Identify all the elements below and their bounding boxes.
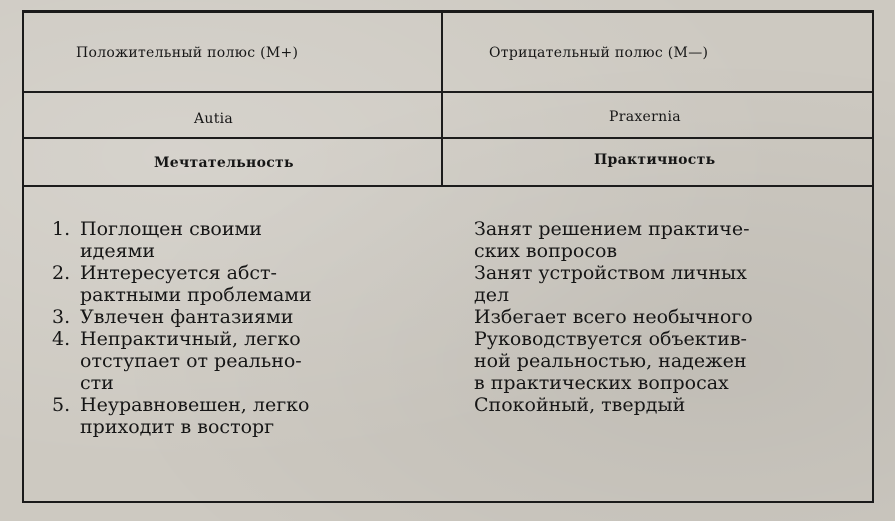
item-line: ских вопросов [474, 240, 618, 262]
item-line: ной реальностью, надежен [474, 350, 747, 372]
item-line: Неуравновешен, легко [80, 394, 310, 416]
table-frame [22, 10, 874, 503]
trait-right: Практичность [594, 152, 716, 168]
item-line: Избегает всего необычного [474, 306, 753, 328]
rule-header [24, 91, 872, 93]
item-line: Руководствуется объектив- [474, 328, 747, 350]
rule-trait [24, 185, 872, 187]
item-number: 2. [52, 262, 71, 284]
header-positive-pole: Положительный полюс (M+) [76, 45, 299, 61]
item-number: 4. [52, 328, 71, 350]
left-list [52, 218, 397, 438]
list-item [52, 328, 397, 394]
column-divider [441, 13, 443, 185]
list-item [52, 262, 397, 306]
latin-left: Autia [194, 111, 234, 127]
item-line: Занят устройством личных [474, 262, 747, 284]
list-item [474, 306, 826, 328]
item-line: Поглощен своими [80, 218, 262, 240]
item-line: рактными проблемами [80, 284, 312, 306]
right-list [474, 218, 826, 416]
list-item [52, 394, 397, 438]
item-line: Увлечен фантазиями [80, 306, 294, 328]
item-line: Спокойный, твердый [474, 394, 686, 416]
item-line: Интересуется абст- [80, 262, 277, 284]
list-item [474, 218, 826, 262]
item-number: 5. [52, 394, 71, 416]
trait-left: Мечтательность [154, 155, 294, 171]
list-item [52, 306, 397, 328]
latin-right: Praxernia [609, 109, 681, 125]
list-item [474, 262, 826, 306]
item-line: приходит в восторг [80, 416, 275, 438]
list-item [474, 328, 826, 394]
item-line: дел [474, 284, 510, 306]
item-line: идеями [80, 240, 156, 262]
item-number: 1. [52, 218, 71, 240]
item-line: Занят решением практиче- [474, 218, 750, 240]
list-item [474, 394, 826, 416]
list-item [52, 218, 397, 262]
item-number: 3. [52, 306, 71, 328]
item-line: Непрактичный, легко [80, 328, 301, 350]
item-line: в практических вопросах [474, 372, 729, 394]
item-line: сти [80, 372, 114, 394]
header-negative-pole: Отрицательный полюс (M—) [489, 45, 709, 61]
item-line: отступает от реально- [80, 350, 302, 372]
rule-latin [24, 137, 872, 139]
